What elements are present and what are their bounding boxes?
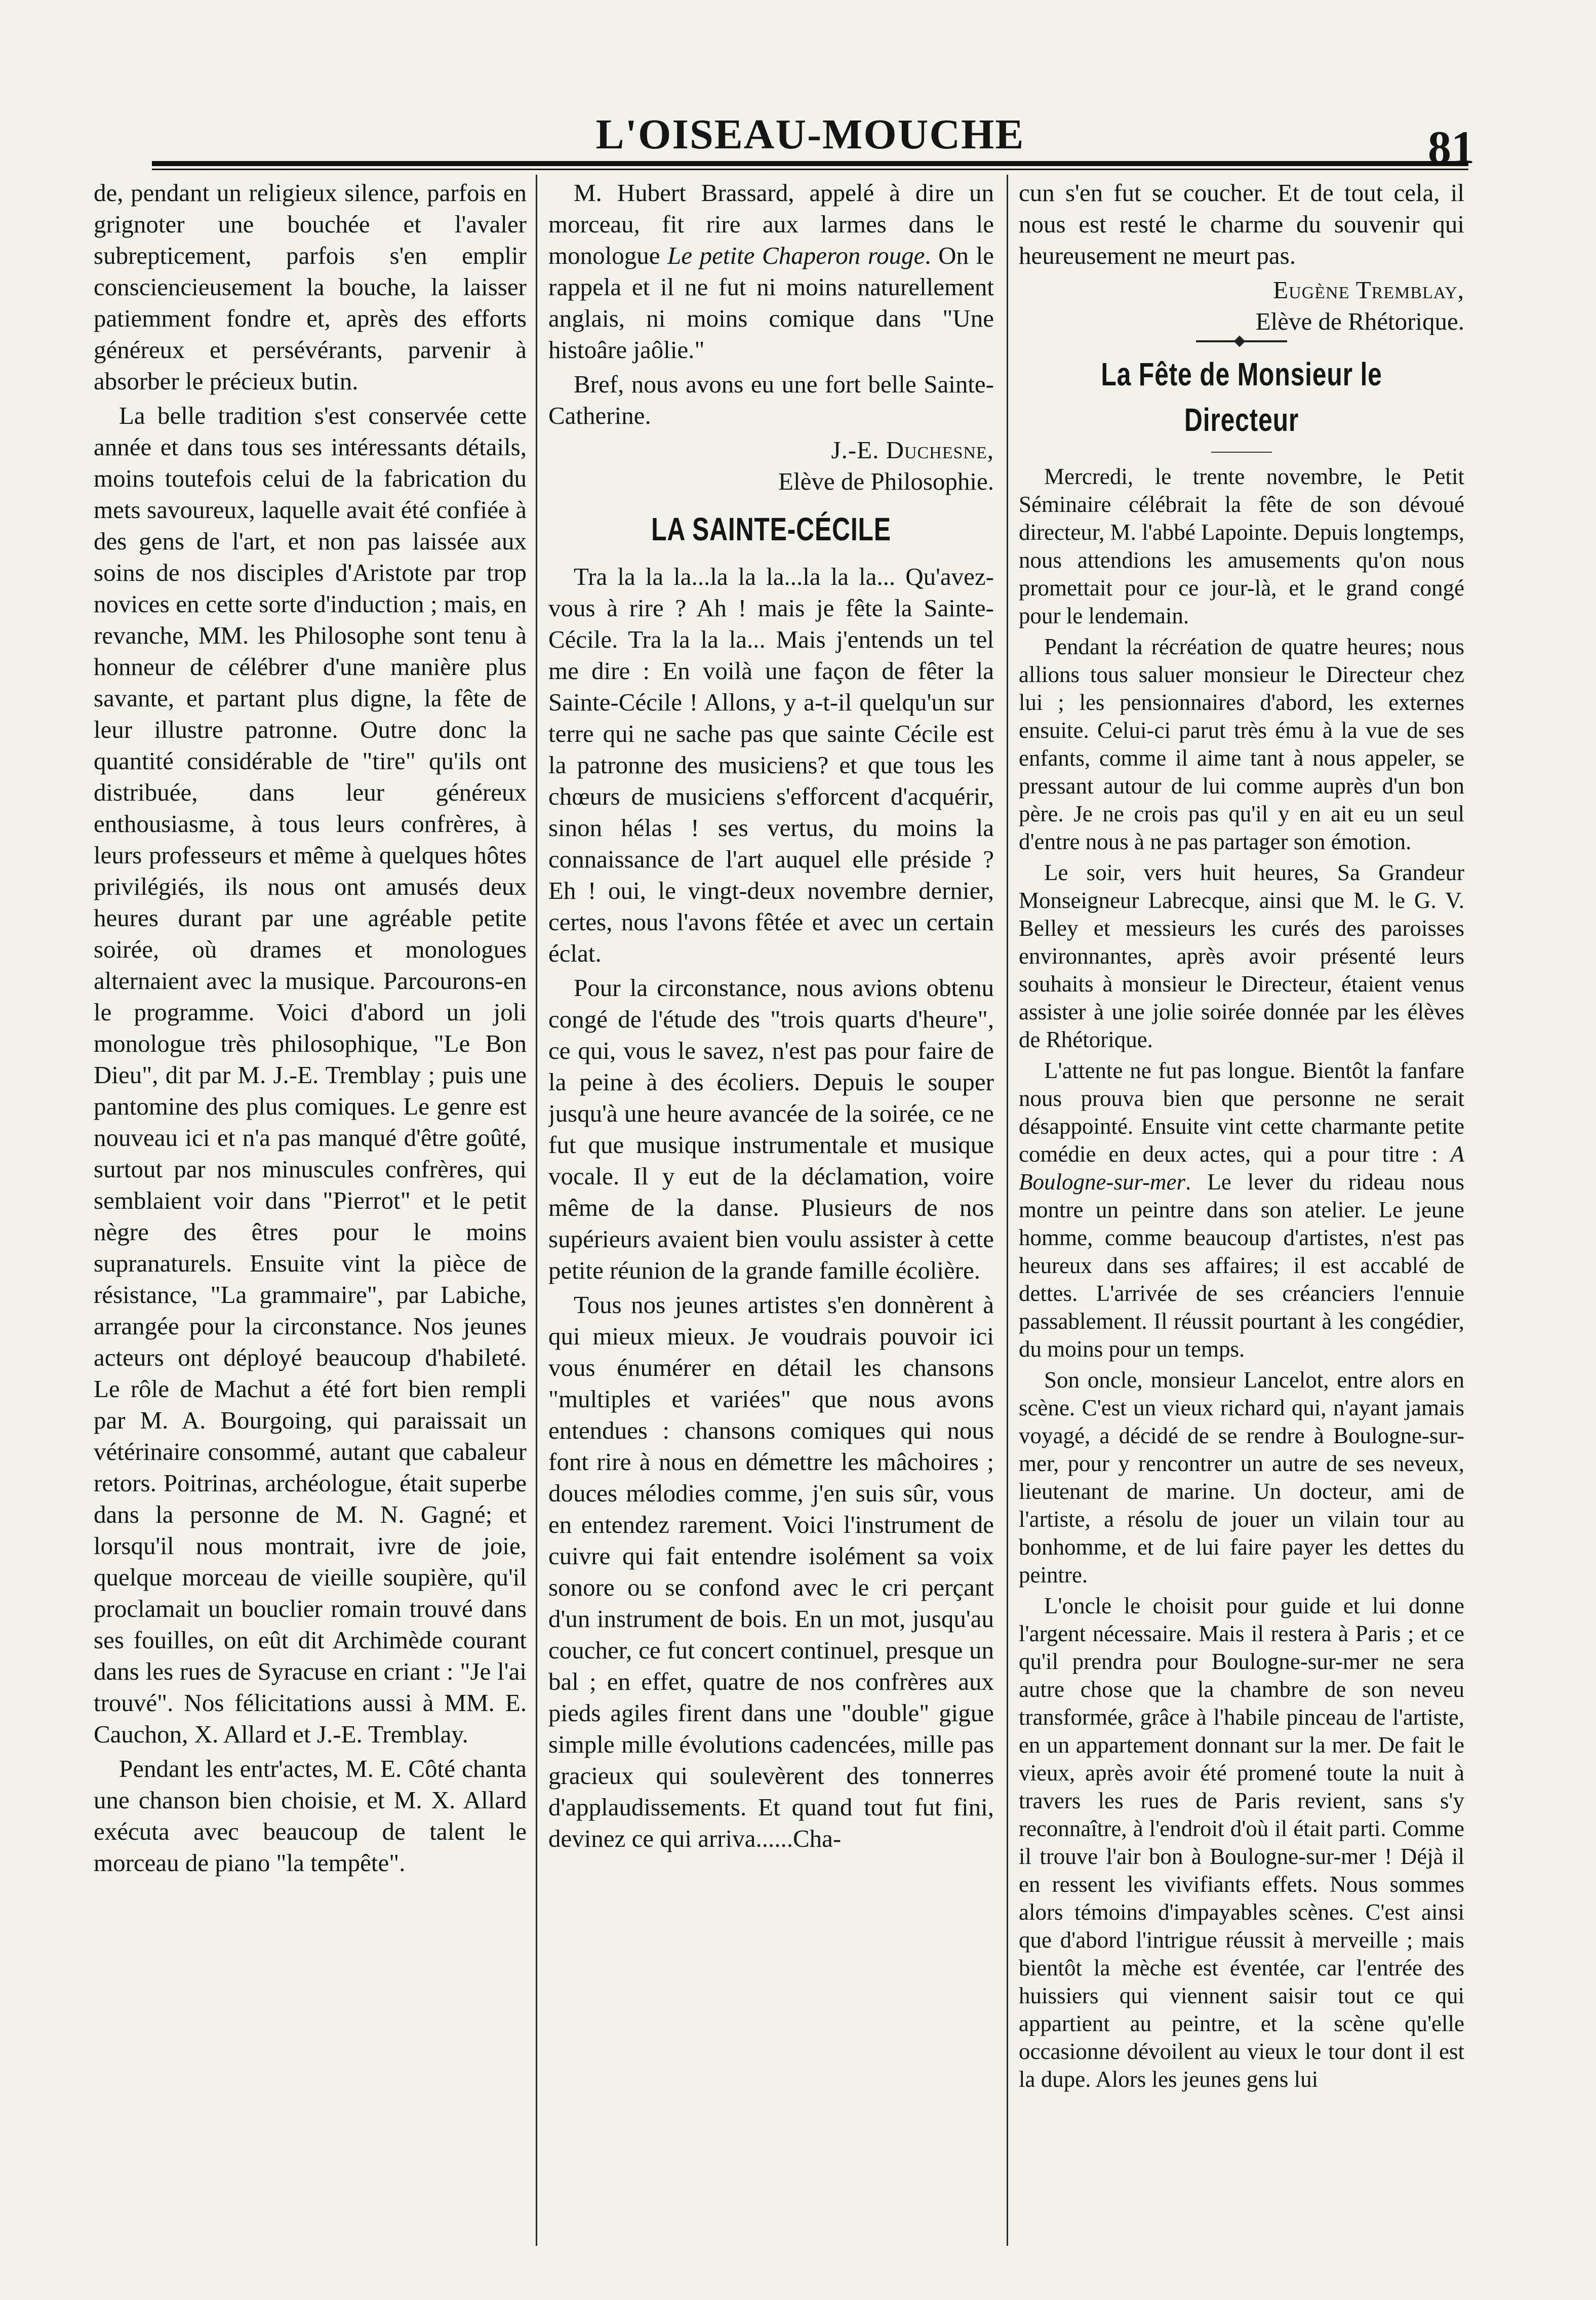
paragraph: Tra la la la...la la la...la la la... Qu'avez-vous à rire ? Ah ! mais je fête la Sainte-Cécile. Tra la la la... Mais j'entends un tel me dire : En voilà une façon de fêter la Sainte-Cécile ! Allons, y a-t-il quelqu'un sur terre qui ne sache pas que sainte Cécile est la patronne des musiciens? et que tous les chœurs de musiciens s'efforcent d'acquérir, sinon hélas ! ses vertus, du moins la connaissance de l'art auquel elle préside ? Eh ! oui, le vingt-deux novembre dernier, certes, nous l'avons fêtée et avec un certain éclat. [548,563,994,967]
italic-title: Le petite Chaperon rouge [667,242,925,269]
publication-title: L'OISEAU-MOUCHE [595,111,1025,158]
paragraph: Le soir, vers huit heures, Sa Grandeur Monseigneur Labrecque, ainsi que M. le G. V. Belley et messieurs les curés des paroisses environnantes, après avoir présenté leurs souhaits à monsieur le Directeur, étaient venus assister à une jolie soirée donnée par les élèves de Rhétorique. [1019,860,1464,1052]
text-run: . Le lever du rideau nous montre un peintre dans son atelier. Le jeune homme, comme beaucoup d'artistes, n'est pas heureux dans ses affaires; il est accablé de dettes. L'arrivée de ses créanciers l'ennuie passablement. Il réussit pourtant à les congédier, du moins pour un temps. [1019,1169,1464,1362]
paragraph: Pendant la récréation de quatre heures; nous allions tous saluer monsieur le Directeur chez lui ; les pensionnaires d'abord, les externes ensuite. Celui-ci parut très ému à la vue de ses enfants, comme il aime tant à nous appeler, se pressant autour de lui comme auprès d'un bon père. Je ne crois pas qu'il y en ait eu un seul d'entre nous à ne pas partager son émotion. [1019,634,1464,854]
text-run: M. Hubert Brassard, appelé à dire un morceau, fit rire aux larmes dans le monologue [548,179,994,269]
title-underline [1211,452,1272,453]
paragraph: Pendant les entr'actes, M. E. Côté chanta une chanson bien choisie, et M. X. Allard exécuta avec beaucoup de talent le morceau de piano "la tempête". [94,1755,527,1877]
paragraph: Tous nos jeunes artistes s'en donnèrent à qui mieux mieux. Je voudrais pouvoir ici vous énumérer en détail les chansons "multiples et variées" que nous avons entendues : chansons comiques qui nous font rire à nous en démettre les mâchoires ; douces mélodies comme, j'en suis sûr, vous en entendez rarement. Voici l'instrument de cuivre qui fait entendre isolément sa voix sonore ou se confond avec le cri perçant d'un instrument de bois. En un mot, jusqu'au coucher, ce fut concert continuel, presque un bal ; en effet, quatre de nos confrères aux pieds agiles firent dans une "double" gigue simple mille évolutions cadencées, mille pas gracieux qui soulevèrent des tonnerres d'applaudissements. Et quand tout fut fini, devinez ce qui arriva......Cha- [548,1291,994,1852]
paragraph: Mercredi, le trente novembre, le Petit Séminaire célébrait la fête de son dévoué directeur, M. l'abbé Lapointe. Depuis longtemps, nous attendions les amusements qu'on nous promettait pour ce jour-là, et le grand congé pour le lendemain. [1019,464,1464,628]
dense-text-block [1019,463,1464,2093]
column-2 [548,177,994,2264]
page-number: 81 [1428,122,1474,173]
paragraph: de, pendant un religieux silence, parfois en grignoter une bouchée et l'avaler subrepticement, parfois s'en emplir consciencieusement la bouche, la laisser patiemment fondre et, après des efforts généreux et persévérants, parvenir à absorber le précieux butin. [94,179,527,395]
paragraph: La belle tradition s'est conservée cette année et dans tous ses intéressants détails, moins toutefois celui de la fabrication du mets savoureux, laquelle avait été confiée à des gens de l'art, et non pas laissée aux soins de nos disciples d'Aristote par trop novices en cette sorte d'induction ; mais, en revanche, MM. les Philosophe sont tenu à honneur de célébrer d'une manière plus savante, et partant plus digne, la fête de leur illustre patronne. Outre donc la quantité considérable de "tire" qu'ils ont distribuée, dans leur généreux enthousiasme, à tous leurs confrères, à leurs professeurs et même à quelques hôtes privilégiés, ils nous ont amusés deux heures durant par une agréable petite soirée, où drames et monologues alternaient avec la musique. Parcourons-en le programme. Voici d'abord un joli monologue très philosophique, "Le Bon Dieu", dit par M. J.-E. Tremblay ; puis une pantomine des plus comiques. Le genre est nouveau ici et n'a pas manqué d'être goûté, surtout par nos minuscules confrères, qui semblaient voir dans "Pierrot" et le petit nègre des êtres pour le moins supranaturels. Ensuite vint la pièce de résistance, "La grammaire", par Labiche, arrangée pour la circonstance. Nos jeunes acteurs ont déployé beaucoup d'habileté. Le rôle de Machut a été fort bien rempli par M. A. Bourgoing, qui paraissait un vétérinaire consommé, autant que cabaleur retors. Poitrinas, archéologue, était superbe dans la personne de M. N. Gagné; et lorsqu'il nous montrait, ivre de joie, quelque morceau de vieille soupière, qu'il proclamait un bouclier romain trouvé dans ses fouilles, on eût dit Archimède courant dans les rues de Syracuse en criant : "Je l'ai trouvé". Nos félicitations aussi à MM. E. Cauchon, X. Allard et J.-E. Tremblay. [94,402,527,1748]
signature-role: Elève de Philosophie. [778,467,994,495]
section-title: LA SAINTE-CÉCILE [651,511,891,547]
section-title: La Fête de Monsieur le Directeur [1101,356,1382,438]
paragraph [1019,1057,1464,1363]
header-rule [152,161,1468,170]
paragraph: Bref, nous avons eu une fort belle Sainte-Catherine. [548,370,994,429]
signature-role: Elève de Rhétorique. [1255,307,1464,335]
column-1 [94,177,527,2264]
column-3 [1019,177,1464,2264]
column-divider-2 [1007,175,1008,2246]
masthead [152,112,1468,159]
paragraph: Pour la circonstance, nous avions obtenu congé de l'étude des "trois quarts d'heure", ce qui, vous le savez, n'est pas pour faire de la peine à des écoliers. Depuis le souper jusqu'à une heure avancée de la soirée, ce ne fut que musique instrumentale et musique vocale. Il y eut de la déclamation, voire même de la danse. Plusieurs de nos supérieurs avaient bien voulu assister à cette petite réunion de la grande famille écolière. [548,974,994,1284]
signature-name: Eugène Tremblay, [1273,276,1464,304]
paragraph: Son oncle, monsieur Lancelot, entre alors en scène. C'est un vieux richard qui, n'ayant jamais voyagé, a décidé de se rendre à Boulogne-sur-mer, pour y rencontrer un autre de ses neveux, lieutenant de marine. Un docteur, ami de l'artiste, a résolu de jouer un vilain tour au bonhomme, et de lui faire payer les dettes du peintre. [1019,1367,1464,1588]
text-run: L'attente ne fut pas longue. Bientôt la fanfare nous prouva bien que personne ne serait désappointé. Ensuite vint cette charmante petite comédie en deux actes, qui a pour titre : [1019,1058,1464,1167]
signature-name: J.-E. Duchesne, [831,436,994,464]
column-divider-1 [536,175,537,2246]
paragraph [548,177,994,366]
paragraph: cun s'en fut se coucher. Et de tout cela, il nous est resté le charme du souvenir qui heureusement ne meurt pas. [1019,179,1464,269]
italic-title: A Boulogne-sur-mer [1019,1141,1464,1195]
paragraph: L'oncle le choisit pour guide et lui donne l'argent nécessaire. Mais il restera à Paris ; et ce qu'il prendra pour Boulogne-sur-mer ne sera autre chose que la chambre de son neveu transformée, grâce à l'habile pinceau de l'artiste, en un appartement donnant sur la mer. De fait le vieux, après avoir été promené toute la nuit à travers les rues de Paris revient, sans s'y reconnaître, à l'endroit d'où il était parti. Comme il trouve l'air bon à Boulogne-sur-mer ! Déjà il en ressent les vivifiants effets. Nous sommes alors témoins d'impayables scènes. C'est ainsi que d'abord l'intrigue réussit à merveille ; mais bientôt la mèche est éventée, car l'entrée des huissiers qui viennent saisir tout ce qui appartient au peintre, et la scène qu'elle occasionne dévoilent au vieux le tour dont il est la dupe. Alors les jeunes gens lui [1019,1593,1464,2092]
separator-ornament [1196,340,1287,342]
text-run: . On le rappela et il ne fut ni moins naturellement anglais, ni moins comique dans "Une histoâre jaôlie." [548,242,994,364]
